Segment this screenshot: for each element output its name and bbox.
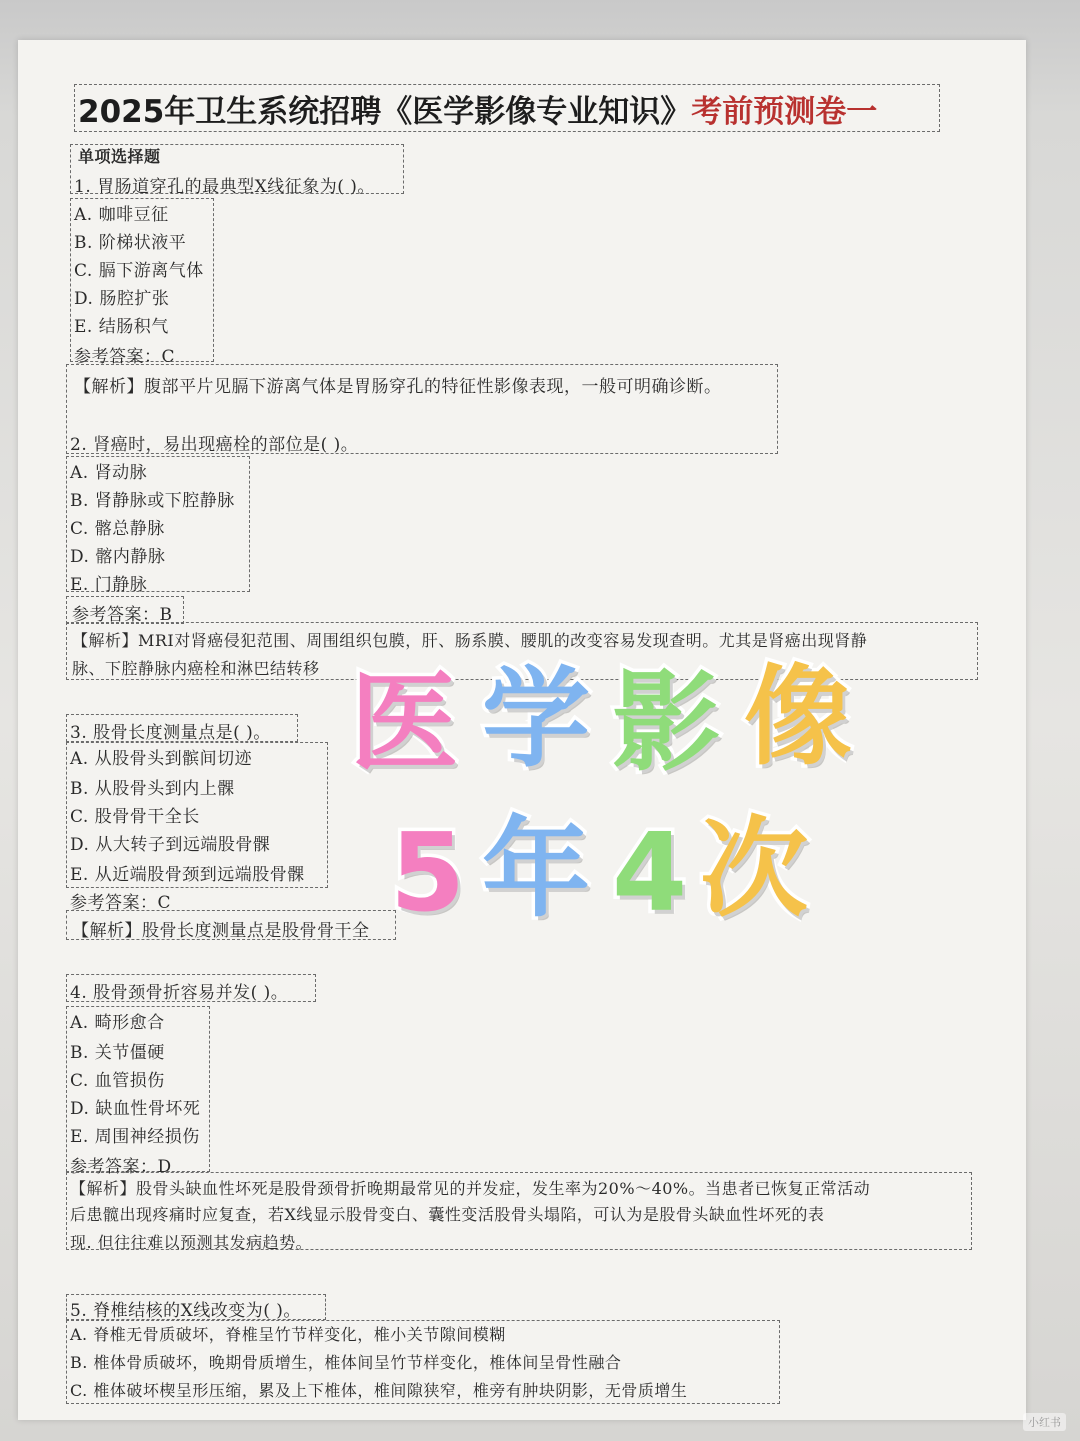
q2-stem: 2. 肾癌时，易出现癌栓的部位是( )。 xyxy=(70,435,359,455)
q3-answer: 参考答案：C xyxy=(70,893,172,913)
q4-analysis-line3: 现. 但往往难以预测其发病趋势。 xyxy=(70,1233,313,1252)
q4-analysis-line2: 后患髋出现疼痛时应复查，若X线显示股骨变白、囊性变活股骨头塌陷，可认为是股骨头缺血性坏死的表 xyxy=(70,1205,825,1224)
q1-option-e: E. 结肠积气 xyxy=(74,317,169,337)
overlay-char-5: 5 xyxy=(390,811,466,936)
q1-analysis: 【解析】腹部平片见膈下游离气体是胃肠穿孔的特征性影像表现，一般可明确诊断。 xyxy=(74,377,722,397)
q2-option-b: B. 肾静脉或下腔静脉 xyxy=(70,491,235,511)
q3-option-a: A. 从股骨头到髌间切迹 xyxy=(70,749,253,769)
q3-option-b: B. 从股骨头到内上髁 xyxy=(70,779,235,799)
q3-option-d: D. 从大转子到远端股骨髁 xyxy=(70,835,271,855)
q1-answer: 参考答案：C xyxy=(74,347,176,367)
q1-stem: 1. 胃肠道穿孔的最典型X线征象为( )。 xyxy=(74,177,375,197)
overlay-char-3: 影 xyxy=(612,661,721,786)
q4-option-d: D. 缺血性骨坏死 xyxy=(70,1099,201,1119)
page-title xyxy=(78,86,877,131)
q2-option-d: D. 髂内静脉 xyxy=(70,547,166,567)
q5-stem: 5. 脊椎结核的X线改变为( )。 xyxy=(70,1301,301,1321)
overlay-char-7: 4 xyxy=(612,811,688,936)
overlay-char-1: 医 xyxy=(350,661,459,786)
q3-option-e: E. 从近端股骨颈到远端股骨髁 xyxy=(70,865,305,885)
q3-analysis: 【解析】股骨长度测量点是股骨骨干全 xyxy=(72,921,370,941)
q4-option-e: E. 周围神经损伤 xyxy=(70,1127,200,1147)
q2-option-e: E. 门静脉 xyxy=(70,575,148,595)
q4-stem: 4. 股骨颈骨折容易并发( )。 xyxy=(70,983,289,1003)
overlay-char-6: 年 xyxy=(482,807,591,932)
q4-option-c: C. 血管损伤 xyxy=(70,1071,165,1091)
overlay-sticker xyxy=(350,655,890,960)
q1-option-c: C. 膈下游离气体 xyxy=(74,261,204,281)
q5-option-c: C. 椎体破坏楔呈形压缩，累及上下椎体，椎间隙狭窄，椎旁有肿块阴影，无骨质增生 xyxy=(70,1381,688,1400)
q1-option-d: D. 肠腔扩张 xyxy=(74,289,170,309)
q2-option-c: C. 髂总静脉 xyxy=(70,519,165,539)
overlay-char-8: 次 xyxy=(700,807,809,932)
title-sub: 考前预测卷一 xyxy=(691,94,878,130)
q2-analysis-line2: 脉、下腔静脉内癌栓和淋巴结转移 xyxy=(72,659,320,678)
q2-option-a: A. 肾动脉 xyxy=(70,463,148,483)
q1-option-a: A. 咖啡豆征 xyxy=(74,205,169,225)
q1-option-b: B. 阶梯状液平 xyxy=(74,233,187,253)
q2-analysis-line1: 【解析】MRI对肾癌侵犯范围、周围组织包膜，肝、肠系膜、腰肌的改变容易发现查明。尤其是肾癌出现肾静 xyxy=(72,631,868,650)
q5-option-b: B. 椎体骨质破坏，晚期骨质增生，椎体间呈竹节样变化，椎体间呈骨性融合 xyxy=(70,1353,622,1372)
title-main: 2025年卫生系统招聘《医学影像专业知识》 xyxy=(78,94,692,130)
q4-option-a: A. 畸形愈合 xyxy=(70,1013,165,1033)
watermark: 小红书 xyxy=(1023,1413,1066,1431)
q4-answer: 参考答案：D xyxy=(70,1157,172,1177)
q5-option-a: A. 脊椎无骨质破坏，脊椎呈竹节样变化，椎小关节隙间模糊 xyxy=(70,1325,506,1344)
q2-answer: 参考答案：B xyxy=(72,605,173,625)
overlay-char-4: 像 xyxy=(744,655,853,780)
overlay-char-2: 学 xyxy=(482,657,591,782)
section-heading: 单项选择题 xyxy=(78,147,161,166)
q4-option-b: B. 关节僵硬 xyxy=(70,1043,165,1063)
q3-stem: 3. 股骨长度测量点是( )。 xyxy=(70,723,271,743)
q4-analysis-line1: 【解析】股骨头缺血性坏死是股骨颈骨折晚期最常见的并发症，发生率为20%～40%。当患者已恢复正常活动 xyxy=(70,1179,871,1198)
q3-option-c: C. 股骨骨干全长 xyxy=(70,807,200,827)
